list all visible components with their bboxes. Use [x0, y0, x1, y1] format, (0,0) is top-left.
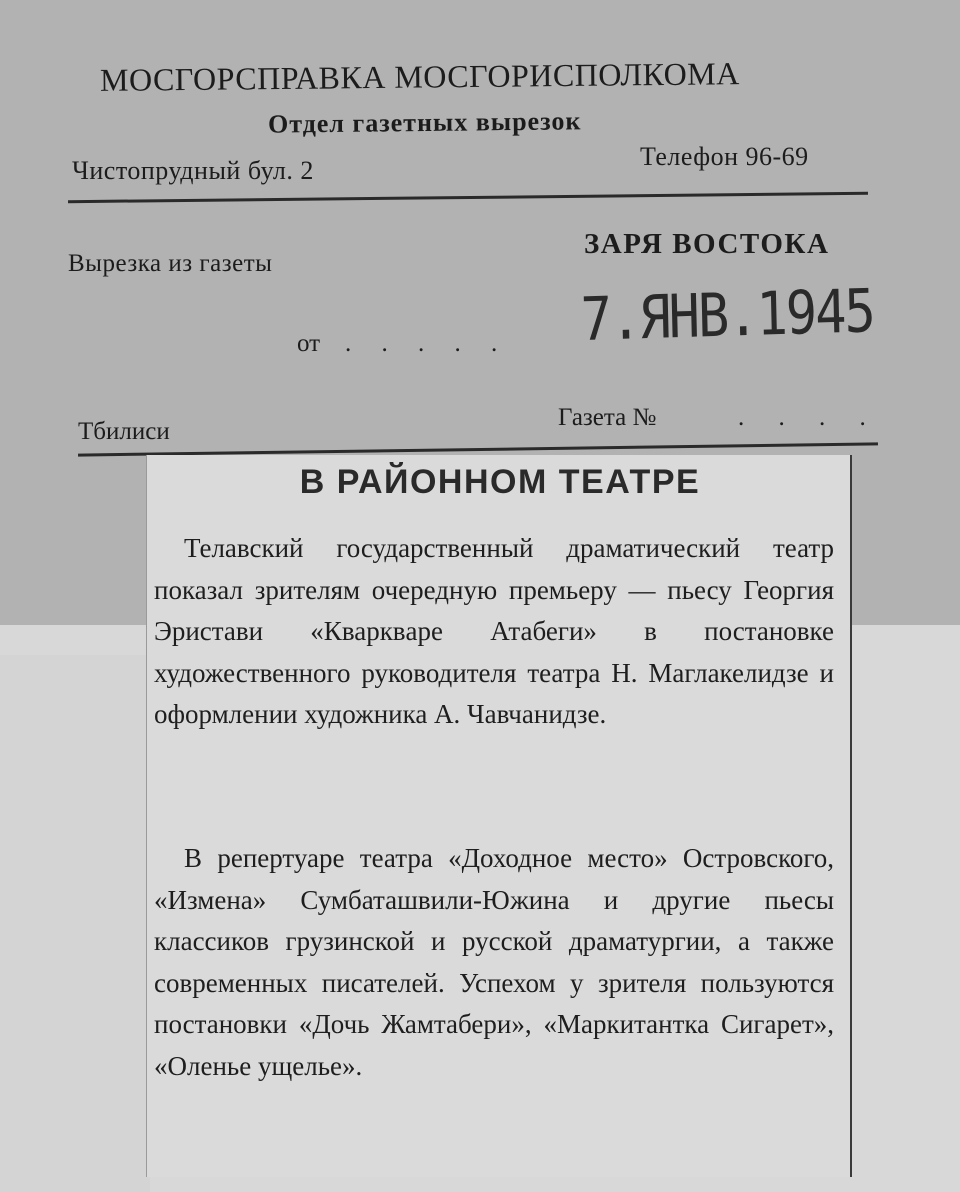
article-paragraph-1-text: Телавский государственный драматический театр показал зрителям очередную премьеру — пьесу Георгия Эристави «Кварквaре Атабеги» в постановке художественного руководителя театра Н. Маглакелидзе и оформлении художника А. Чавчанидзе.: [154, 533, 834, 729]
newspaper-name: ЗАРЯ ВОСТОКА: [584, 228, 830, 260]
date-stamp: 7.ЯНВ.1945: [580, 277, 875, 355]
city-name: Тбилиси: [78, 418, 170, 445]
article-title: В РАЙОННОМ ТЕАТРЕ: [299, 463, 701, 501]
backing-paper-left: [0, 655, 150, 1192]
date-from-label: от: [297, 330, 321, 357]
number-leader-dots: . . . .: [738, 404, 880, 431]
organization-name: МОСГОРСПРАВКА МОСГОРИСПОЛКОМА: [99, 55, 740, 98]
date-leader-dots: . . . . .: [345, 330, 510, 357]
address: Чистопрудный бул. 2: [72, 156, 314, 185]
phone-number: Телефон 96-69: [640, 142, 809, 171]
article-paragraph-2-text: В репертуаре театра «Доходное место» Островского, «Измена» Сумбаташвили-Южина и другие пьесы классиков грузинской и русской драматургии, а также современных писателей. Успехом у зрителя пользуются постановки «Дочь Жамтабери», «Маркитантка Сигарет», «Оленье ущелье».: [154, 843, 834, 1081]
newspaper-number-label: Газета №: [558, 404, 657, 431]
article-paragraph-1: [154, 528, 834, 736]
article-paragraph-2: [154, 838, 834, 1087]
cutting-from-label: Вырезка из газеты: [68, 250, 273, 277]
department-name: Отдел газетных вырезок: [267, 106, 582, 139]
